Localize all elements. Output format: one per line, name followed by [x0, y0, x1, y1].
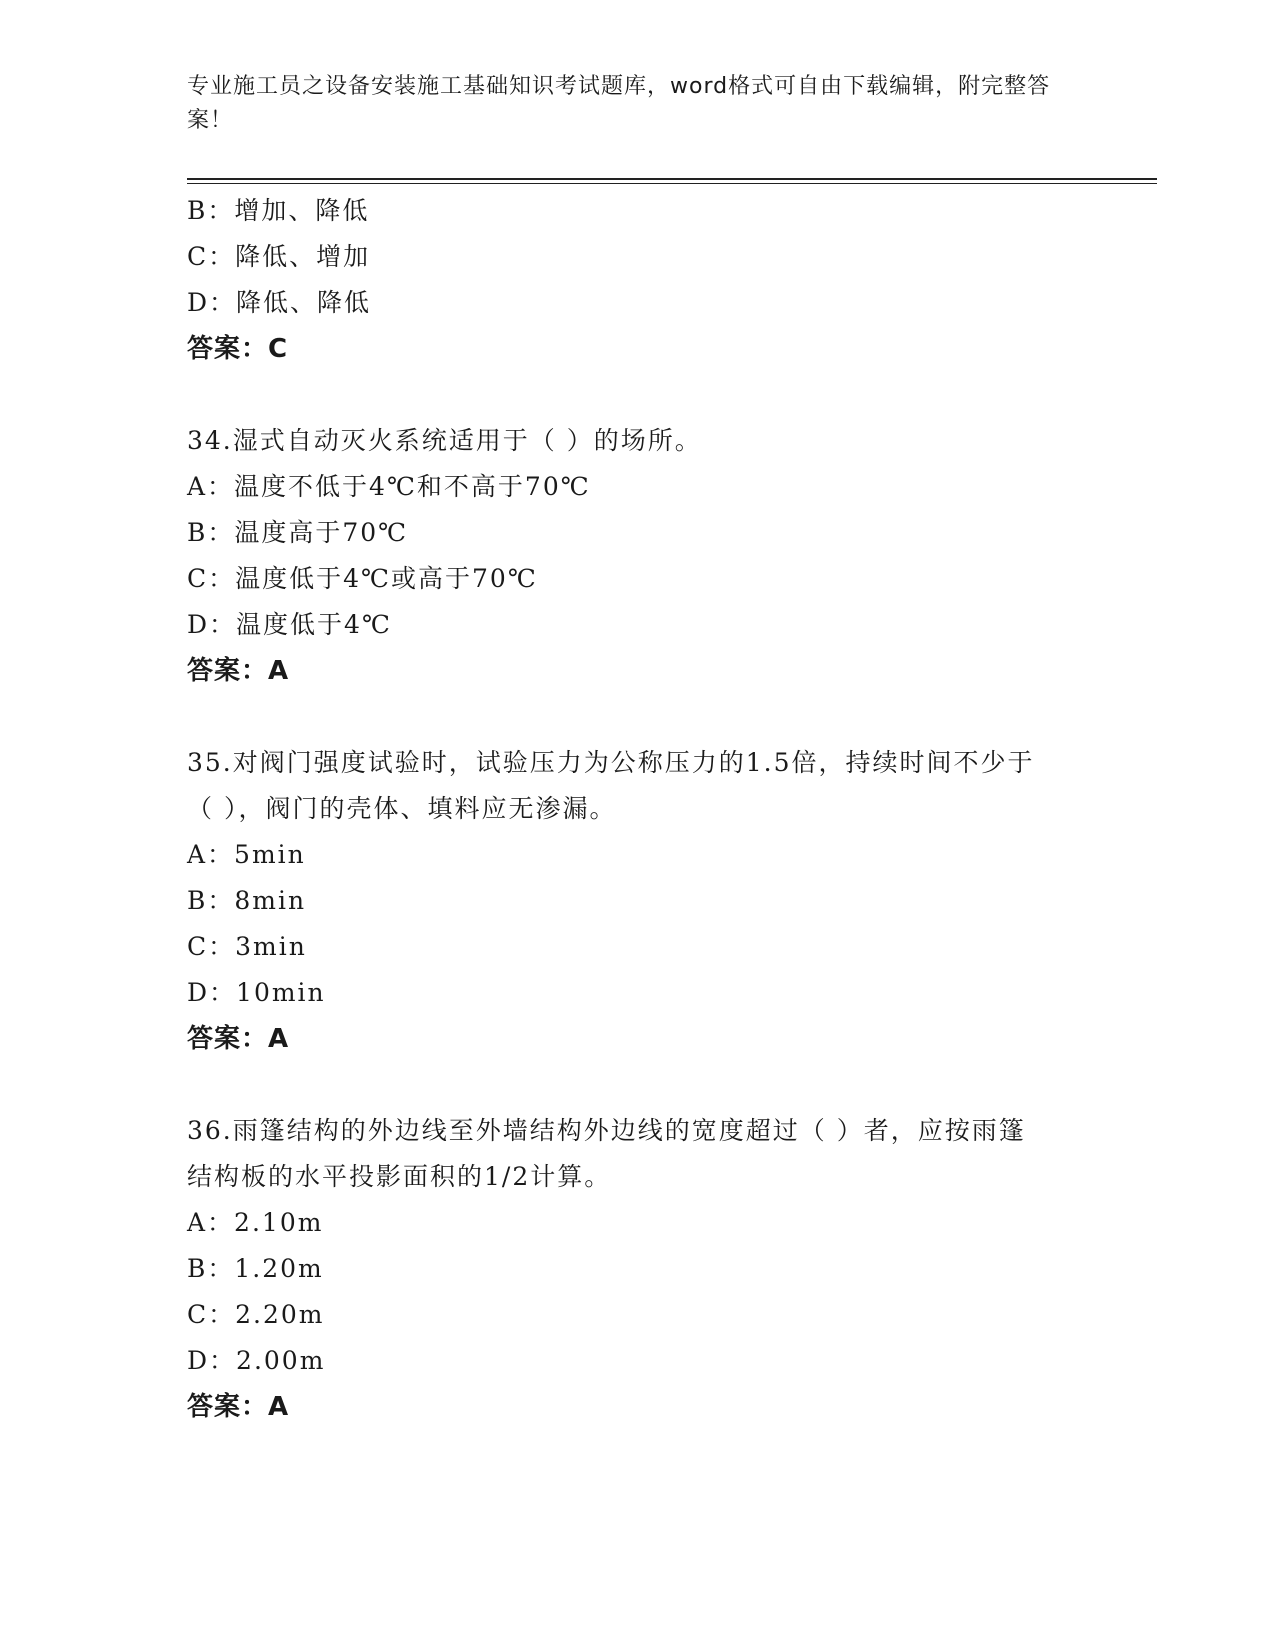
- question-text: 34.湿式自动灭火系统适用于（ ）的场所。: [187, 426, 702, 455]
- question-text: 36.雨篷结构的外边线至外墙结构外边线的宽度超过（ ）者，应按雨篷结构板的水平投影面积的1/2计算。: [187, 1116, 1026, 1191]
- option-c: C：降低、增加: [187, 242, 371, 271]
- spacer: [187, 694, 1087, 740]
- header-title: 专业施工员之设备安装施工基础知识考试题库，word格式可自由下载编辑，附完整答案！: [187, 74, 1051, 133]
- option-a: A：2.10m: [187, 1208, 324, 1237]
- option-a: A：5min: [187, 840, 306, 869]
- option-d: D：降低、降低: [187, 288, 372, 317]
- answer-line: 答案：A: [187, 1024, 290, 1054]
- answer-line: 答案：A: [187, 656, 290, 686]
- header-divider-thick: [187, 178, 1157, 180]
- option-d: D：2.00m: [187, 1346, 326, 1375]
- option-c: C：2.20m: [187, 1300, 325, 1329]
- option-b: B：增加、降低: [187, 196, 370, 225]
- option-b: B：1.20m: [187, 1254, 324, 1283]
- option-b: B：温度高于70℃: [187, 518, 409, 547]
- option-a: A：温度不低于4℃和不高于70℃: [187, 472, 591, 501]
- document-header: [187, 70, 1067, 138]
- answer-line: 答案：C: [187, 334, 289, 364]
- question-36: [187, 1108, 1087, 1430]
- spacer: [187, 372, 1087, 418]
- option-d: D：10min: [187, 978, 326, 1007]
- question-34: [187, 418, 1087, 694]
- question-list: [187, 188, 1087, 1430]
- question-35: [187, 740, 1087, 1062]
- option-b: B：8min: [187, 886, 307, 915]
- spacer: [187, 1062, 1087, 1108]
- option-c: C：3min: [187, 932, 307, 961]
- prev-question-block: [187, 188, 1087, 372]
- option-d: D：温度低于4℃: [187, 610, 392, 639]
- question-text: 35.对阀门强度试验时，试验压力为公称压力的1.5倍，持续时间不少于（ ），阀门的壳体、填料应无渗漏。: [187, 748, 1035, 823]
- answer-line: 答案：A: [187, 1392, 290, 1422]
- header-divider-thin: [187, 183, 1157, 184]
- option-c: C：温度低于4℃或高于70℃: [187, 564, 538, 593]
